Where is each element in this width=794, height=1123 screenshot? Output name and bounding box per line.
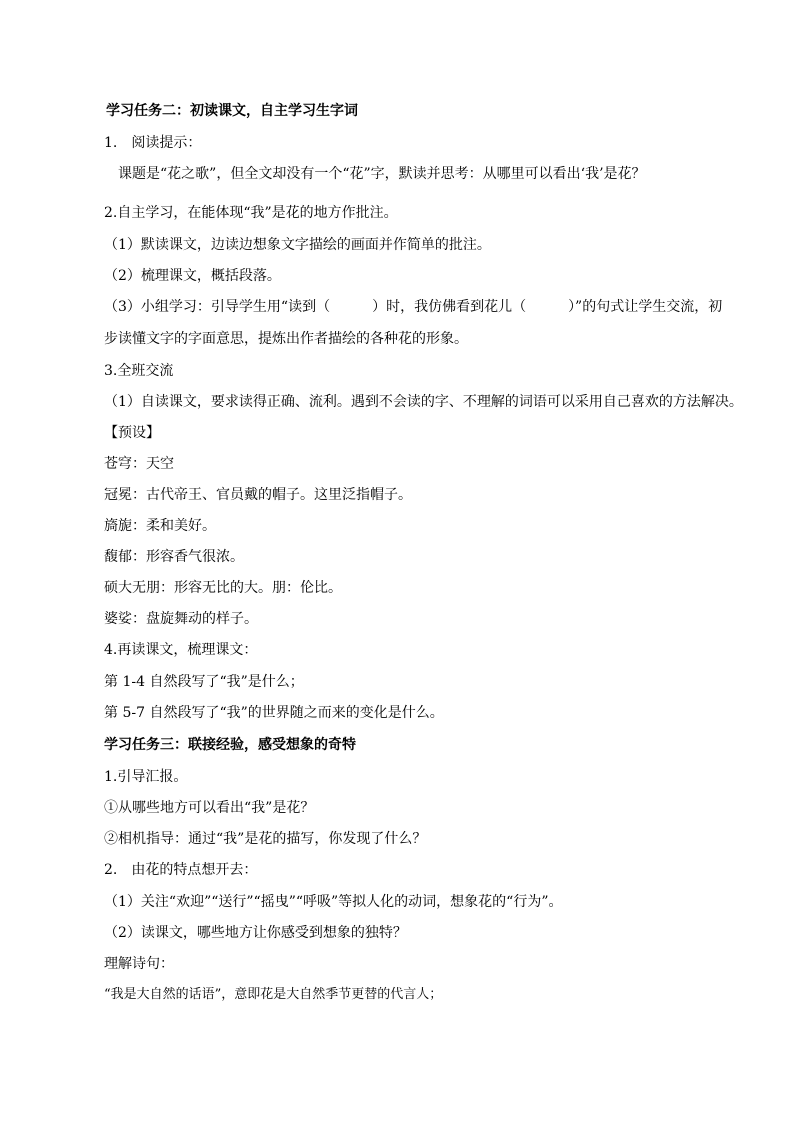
- vocab-item: 硕大无朋：形容无比的大。朋：伦比。: [104, 580, 342, 596]
- vocab-item: 冠冕：古代帝王、官员戴的帽子。这里泛指帽子。: [104, 487, 412, 503]
- flower-features-title: 2. 由花的特点想开去：: [104, 862, 258, 878]
- reading-tip-text: 课题是“花之歌”，但全文却没有一个“花”字，默读并思考：从哪里可以看出‘我’是花？: [118, 166, 646, 182]
- report-q2: ②相机指导：通过“我”是花的描写，你发现了什么？: [104, 831, 427, 847]
- self-study-sub3-line2: 步读懂文字的字面意思，提炼出作者描绘的各种花的形象。: [104, 331, 468, 347]
- self-study-sub2: （2）梳理课文，概括段落。: [104, 268, 281, 284]
- class-exchange-title: 3.全班交流: [104, 363, 174, 379]
- self-study-sub3-line1: （3）小组学习：引导学生用“读到（ ）时，我仿佛看到花儿（ ）”的句式让学生交流，初: [104, 299, 723, 315]
- report-title: 1.引导汇报。: [104, 769, 188, 785]
- flower-features-sub1: （1）关注“欢迎”“送行”“摇曳”“呼吸”等拟人化的动词，想象花的“行为”。: [104, 894, 563, 910]
- task2-heading: 学习任务二：初读课文，自主学习生字词: [106, 103, 358, 119]
- reading-tip-title: 1. 阅读提示：: [104, 135, 202, 151]
- vocab-item: 馥郁：形容香气很浓。: [104, 549, 244, 565]
- report-q1: ①从哪些地方可以看出“我”是花？: [104, 800, 315, 816]
- self-study-sub1: （1）默读课文，边读边想象文字描绘的画面并作简单的批注。: [104, 237, 491, 253]
- class-exchange-sub1: （1）自读课文，要求读得正确、流利。遇到不会读的字、不理解的词语可以采用自己喜欢的方法解决。: [104, 394, 743, 410]
- reread-title: 4.再读课文，梳理课文：: [104, 642, 258, 658]
- vocab-item: 婆娑：盘旋舞动的样子。: [104, 611, 258, 627]
- task3-heading: 学习任务三：联接经验，感受想象的奇特: [104, 737, 356, 753]
- preset-label: 【预设】: [104, 425, 160, 441]
- self-study-title: 2.自主学习，在能体现“我”是花的地方作批注。: [104, 205, 398, 221]
- poem-line: “我是大自然的话语”，意即花是大自然季节更替的代言人；: [104, 987, 443, 1002]
- poem-label: 理解诗句：: [104, 956, 174, 972]
- reread-line1: 第 1-4 自然段写了“我”是什么；: [104, 674, 304, 690]
- vocab-item: 旖旎：柔和美好。: [104, 518, 216, 534]
- flower-features-sub2: （2）读课文，哪些地方让你感受到想象的独特？: [104, 925, 407, 941]
- vocab-item: 苍穹：天空: [104, 456, 174, 472]
- reread-line2: 第 5-7 自然段写了“我”的世界随之而来的变化是什么。: [104, 705, 444, 721]
